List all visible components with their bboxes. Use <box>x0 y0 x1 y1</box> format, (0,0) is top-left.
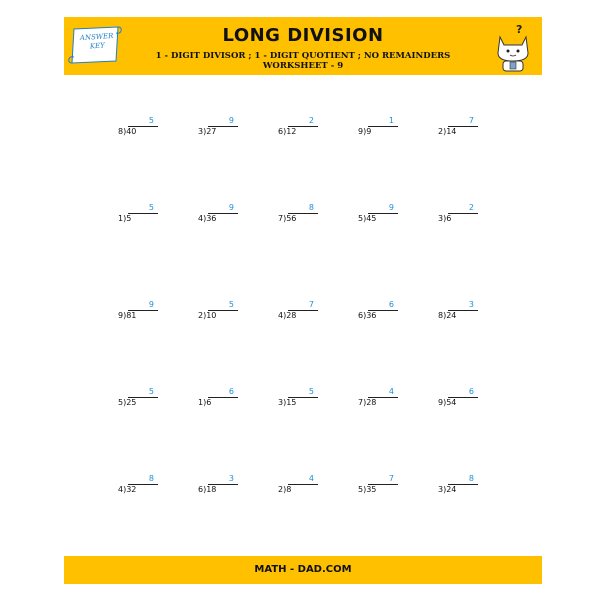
quotient-answer: 5 <box>148 387 154 396</box>
quotient-answer: 7 <box>468 116 474 125</box>
division-bar <box>208 397 238 398</box>
divisor-dividend: 7)28 <box>358 398 377 407</box>
division-problem <box>118 474 158 500</box>
quotient-answer: 1 <box>388 116 394 125</box>
division-problem <box>118 203 158 229</box>
division-problem <box>358 300 398 326</box>
division-problem <box>198 203 238 229</box>
quotient-answer: 5 <box>148 203 154 212</box>
divisor-dividend: 2)8 <box>278 485 292 494</box>
quotient-answer: 4 <box>388 387 394 396</box>
quotient-answer: 9 <box>228 116 234 125</box>
divisor-dividend: 9)9 <box>358 127 372 136</box>
division-problem <box>438 203 478 229</box>
quotient-answer: 6 <box>468 387 474 396</box>
quotient-answer: 3 <box>228 474 234 483</box>
divisor-dividend: 2)14 <box>438 127 457 136</box>
quotient-answer: 9 <box>388 203 394 212</box>
divisor-dividend: 5)25 <box>118 398 137 407</box>
divisor-dividend: 6)36 <box>358 311 377 320</box>
division-problem <box>278 203 318 229</box>
divisor-dividend: 4)28 <box>278 311 297 320</box>
quotient-answer: 9 <box>228 203 234 212</box>
quotient-answer: 5 <box>148 116 154 125</box>
divisor-dividend: 3)27 <box>198 127 217 136</box>
divisor-dividend: 6)12 <box>278 127 297 136</box>
division-problem <box>198 300 238 326</box>
division-problem <box>118 387 158 413</box>
quotient-answer: 6 <box>228 387 234 396</box>
quotient-answer: 2 <box>468 203 474 212</box>
division-bar <box>288 484 318 485</box>
quotient-answer: 9 <box>148 300 154 309</box>
division-problem <box>118 116 158 142</box>
division-bar <box>448 213 478 214</box>
quotient-answer: 8 <box>308 203 314 212</box>
division-problem <box>358 387 398 413</box>
divisor-dividend: 9)54 <box>438 398 457 407</box>
division-problem <box>198 474 238 500</box>
quotient-answer: 7 <box>388 474 394 483</box>
question-mark-icon: ? <box>516 23 523 36</box>
divisor-dividend: 5)45 <box>358 214 377 223</box>
page-title: LONG DIVISION <box>222 25 384 46</box>
division-problem <box>198 116 238 142</box>
divisor-dividend: 3)24 <box>438 485 457 494</box>
page-subtitle: 1 - DIGIT DIVISOR ; 1 - DIGIT QUOTIENT ; NO REMAINDERS <box>155 51 451 61</box>
division-bar <box>368 126 398 127</box>
divisor-dividend: 2)10 <box>198 311 217 320</box>
divisor-dividend: 8)24 <box>438 311 457 320</box>
quotient-answer: 5 <box>228 300 234 309</box>
divisor-dividend: 1)5 <box>118 214 132 223</box>
divisor-dividend: 5)35 <box>358 485 377 494</box>
divisor-dividend: 9)81 <box>118 311 137 320</box>
divisor-dividend: 3)15 <box>278 398 297 407</box>
quotient-answer: 7 <box>308 300 314 309</box>
quotient-answer: 3 <box>468 300 474 309</box>
division-problem <box>358 116 398 142</box>
divisor-dividend: 4)32 <box>118 485 137 494</box>
divisor-dividend: 3)6 <box>438 214 452 223</box>
division-problem <box>278 387 318 413</box>
division-problem <box>438 300 478 326</box>
division-problem <box>278 474 318 500</box>
divisor-dividend: 1)6 <box>198 398 212 407</box>
answer-key-line1: ANSWER <box>79 31 114 43</box>
answer-key-line2: KEY <box>89 41 106 51</box>
division-problem <box>438 387 478 413</box>
division-problem <box>118 300 158 326</box>
divisor-dividend: 6)18 <box>198 485 217 494</box>
worksheet-number: WORKSHEET - 9 <box>262 61 344 71</box>
quotient-answer: 6 <box>388 300 394 309</box>
division-problem <box>198 387 238 413</box>
quotient-answer: 4 <box>308 474 314 483</box>
division-problem <box>278 116 318 142</box>
footer-site-name: MATH - DAD.COM <box>254 564 352 575</box>
division-problem <box>358 203 398 229</box>
divisor-dividend: 8)40 <box>118 127 137 136</box>
division-problem <box>438 116 478 142</box>
divisor-dividend: 4)36 <box>198 214 217 223</box>
quotient-answer: 8 <box>468 474 474 483</box>
division-problem <box>278 300 318 326</box>
division-problem <box>438 474 478 500</box>
division-problem <box>358 474 398 500</box>
divisor-dividend: 7)56 <box>278 214 297 223</box>
division-bar <box>128 213 158 214</box>
quotient-answer: 2 <box>308 116 314 125</box>
worksheet-footer <box>64 556 542 584</box>
quotient-answer: 5 <box>308 387 314 396</box>
quotient-answer: 8 <box>148 474 154 483</box>
